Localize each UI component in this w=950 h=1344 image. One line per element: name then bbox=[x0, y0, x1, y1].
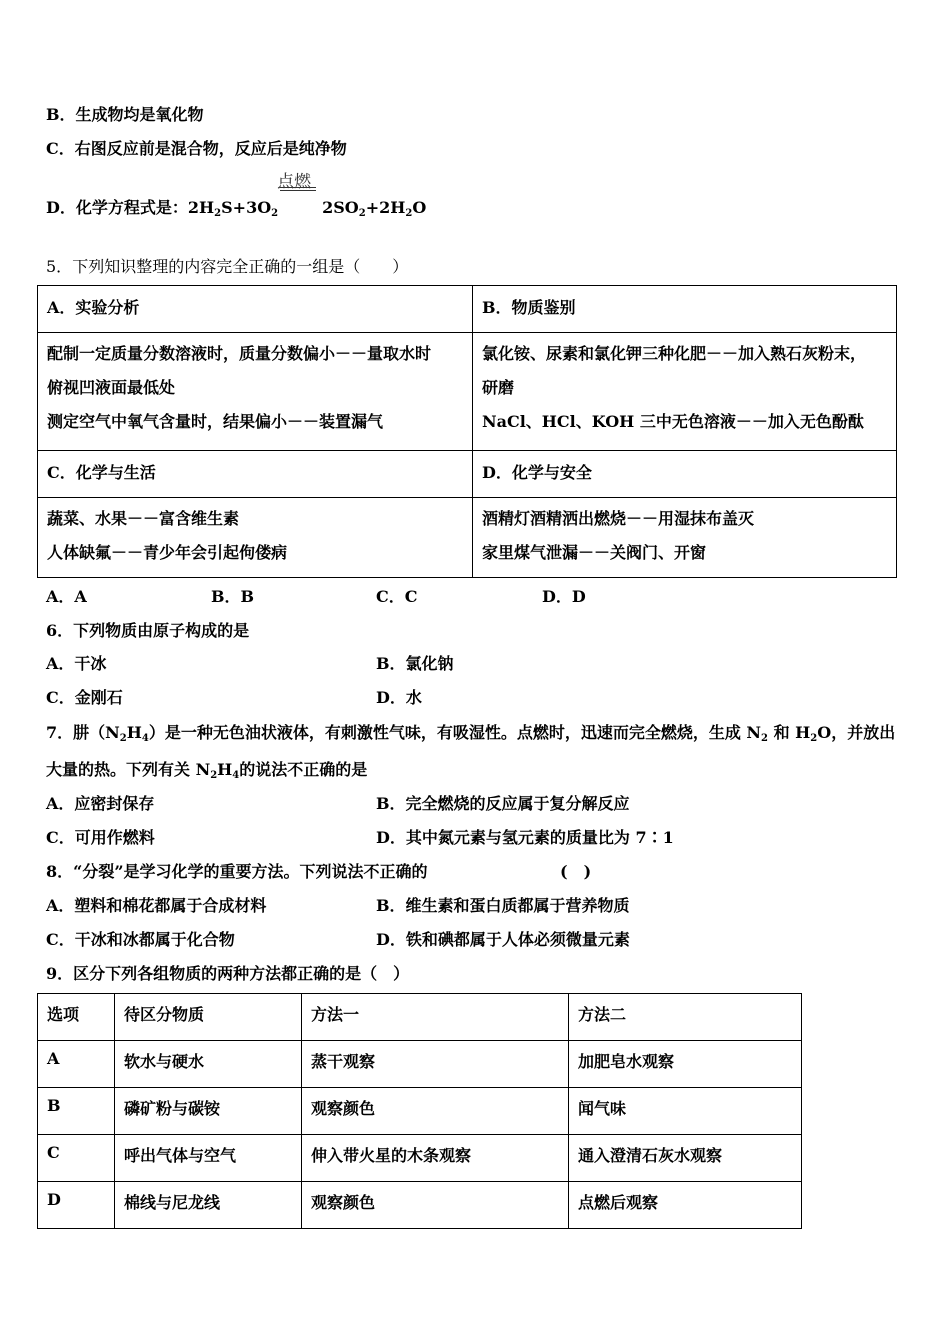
table-cell: B bbox=[38, 1088, 115, 1135]
q5-c-line: 蔬菜、水果－－富含维生素 bbox=[47, 509, 240, 528]
table-row bbox=[38, 1041, 802, 1088]
q7-stem-f: 的说法不正确的是 bbox=[239, 760, 368, 779]
q5-cell-c-head: C．化学与生活 bbox=[38, 451, 473, 498]
q5-cell-d-head: D．化学与安全 bbox=[473, 451, 897, 498]
table-cell: C bbox=[38, 1135, 115, 1182]
table-cell: A bbox=[38, 1041, 115, 1088]
q5-option-c: C．C bbox=[376, 587, 418, 606]
q8-option-a: A．塑料和棉花都属于合成材料 bbox=[46, 896, 267, 915]
table-cell: 观察颜色 bbox=[302, 1088, 569, 1135]
table-header: 方法一 bbox=[302, 994, 569, 1041]
q8-option-c: C．干冰和冰都属于化合物 bbox=[46, 930, 235, 949]
table-cell: 呼出气体与空气 bbox=[115, 1135, 302, 1182]
q8-answer-paren: ( ) bbox=[560, 862, 592, 881]
q7-stem-d: O，并放出 bbox=[817, 723, 896, 742]
table-row bbox=[38, 1182, 802, 1229]
table-cell: 观察颜色 bbox=[302, 1182, 569, 1229]
q8-option-b: B．维生素和蛋白质都属于营养物质 bbox=[376, 896, 630, 915]
q7-stem-line2: 大量的热。下列有关 $N_2H_4$的说法不正确的是 bbox=[46, 760, 368, 781]
q5-table bbox=[37, 285, 897, 578]
q5-a-line: 配制一定质量分数溶液时，质量分数偏小－－量取水时 bbox=[47, 344, 432, 363]
q5-d-line: 酒精灯酒精洒出燃烧－－用湿抹布盖灭 bbox=[482, 509, 755, 528]
q7-stem-a: 7．肼（N bbox=[46, 723, 120, 742]
q5-a-line: 俯视凹液面最低处 bbox=[47, 378, 176, 397]
q5-b-line: 氯化铵、尿素和氯化钾三种化肥－－加入熟石灰粉末， bbox=[482, 344, 867, 363]
q5-cell-b-body bbox=[473, 333, 897, 451]
table-cell: 通入澄清石灰水观察 bbox=[569, 1135, 802, 1182]
q4-equation-right: $2SO_2+2H_2O$ bbox=[322, 198, 427, 219]
table-cell: 软水与硬水 bbox=[115, 1041, 302, 1088]
q4-option-d bbox=[46, 172, 427, 219]
q7-stem-b: ）是一种无色油状液体，有刺激性气味，有吸湿性。点燃时，迅速而完全燃烧，生成 N bbox=[148, 723, 762, 742]
table-cell: 闻气味 bbox=[569, 1088, 802, 1135]
q5-d-line: 家里煤气泄漏－－关阀门、开窗 bbox=[482, 543, 707, 562]
table-row bbox=[38, 994, 802, 1041]
q4-option-c: C．右图反应前是混合物，反应后是纯净物 bbox=[46, 139, 347, 158]
q6-stem: 6．下列物质由原子构成的是 bbox=[46, 621, 250, 640]
q8-option-d: D．铁和碘都属于人体必须微量元素 bbox=[376, 930, 630, 949]
q9-stem: 9．区分下列各组物质的两种方法都正确的是（ ） bbox=[46, 964, 410, 983]
table-cell: 伸入带火星的木条观察 bbox=[302, 1135, 569, 1182]
q5-cell-a-body bbox=[38, 333, 473, 451]
reaction-condition: 点燃 bbox=[277, 172, 312, 192]
table-row bbox=[38, 1135, 802, 1182]
q5-cell-c-body bbox=[38, 498, 473, 578]
q7-stem: 7．肼$(N_2H_4)$是一种无色油状液体，有刺激性气味，有吸湿性。点燃时，迅速而完全燃烧，生成 $N_2$ 和 $H_2O$，并放出 bbox=[46, 723, 896, 744]
q5-cell-a-head: A．实验分析 bbox=[38, 286, 473, 333]
q6-option-b: B．氯化钠 bbox=[376, 654, 454, 673]
q7-option-d: D．其中氮元素与氢元素的质量比为 7∶1 bbox=[376, 828, 674, 847]
q4-option-b: B．生成物均是氧化物 bbox=[46, 105, 204, 124]
q4-option-d-prefix: D．化学方程式是： bbox=[46, 198, 188, 217]
q6-option-d: D．水 bbox=[376, 688, 422, 707]
q5-cell-d-body bbox=[473, 498, 897, 578]
q7-option-c: C．可用作燃料 bbox=[46, 828, 155, 847]
q5-b-line: NaCl、HCl、KOH 三中无色溶液－－加入无色酚酞 bbox=[482, 412, 864, 431]
table-row bbox=[38, 1088, 802, 1135]
q5-option-b: B．B bbox=[211, 587, 255, 606]
q5-c-line: 人体缺氟－－青少年会引起佝偻病 bbox=[47, 543, 288, 562]
q7-option-a: A．应密封保存 bbox=[46, 794, 155, 813]
q6-option-a: A．干冰 bbox=[46, 654, 107, 673]
table-header: 方法二 bbox=[569, 994, 802, 1041]
table-cell: 蒸干观察 bbox=[302, 1041, 569, 1088]
q5-option-d: D．D bbox=[542, 587, 586, 606]
q5-cell-b-head: B．物质鉴别 bbox=[473, 286, 897, 333]
q4-equation-left: $2H_2S+3O_2$ bbox=[187, 198, 279, 219]
table-cell: 磷矿粉与碳铵 bbox=[115, 1088, 302, 1135]
table-cell: 加肥皂水观察 bbox=[569, 1041, 802, 1088]
q7-stem-c: 和 H bbox=[773, 723, 811, 742]
reaction-arrow bbox=[277, 172, 320, 213]
q6-option-c: C．金刚石 bbox=[46, 688, 123, 707]
table-header: 选项 bbox=[38, 994, 115, 1041]
table-cell: 点燃后观察 bbox=[569, 1182, 802, 1229]
q5-a-line: 测定空气中氧气含量时，结果偏小－－装置漏气 bbox=[47, 412, 384, 431]
table-header: 待区分物质 bbox=[115, 994, 302, 1041]
table-cell: D bbox=[38, 1182, 115, 1229]
q8-stem: 8．“分裂”是学习化学的重要方法。下列说法不正确的 bbox=[46, 862, 428, 881]
table-cell: 棉线与尼龙线 bbox=[115, 1182, 302, 1229]
q5-stem: 5．下列知识整理的内容完全正确的一组是（ ） bbox=[46, 257, 409, 276]
q9-table bbox=[37, 993, 802, 1229]
q7-stem-e: 大量的热。下列有关 N bbox=[46, 760, 211, 779]
q5-option-a: A．A bbox=[46, 587, 87, 606]
q5-b-line: 研磨 bbox=[482, 378, 515, 397]
q5-stem-text: 下列知识整理的内容完全正确的一组是（ ） bbox=[72, 257, 409, 276]
q7-option-b: B．完全燃烧的反应属于复分解反应 bbox=[376, 794, 630, 813]
